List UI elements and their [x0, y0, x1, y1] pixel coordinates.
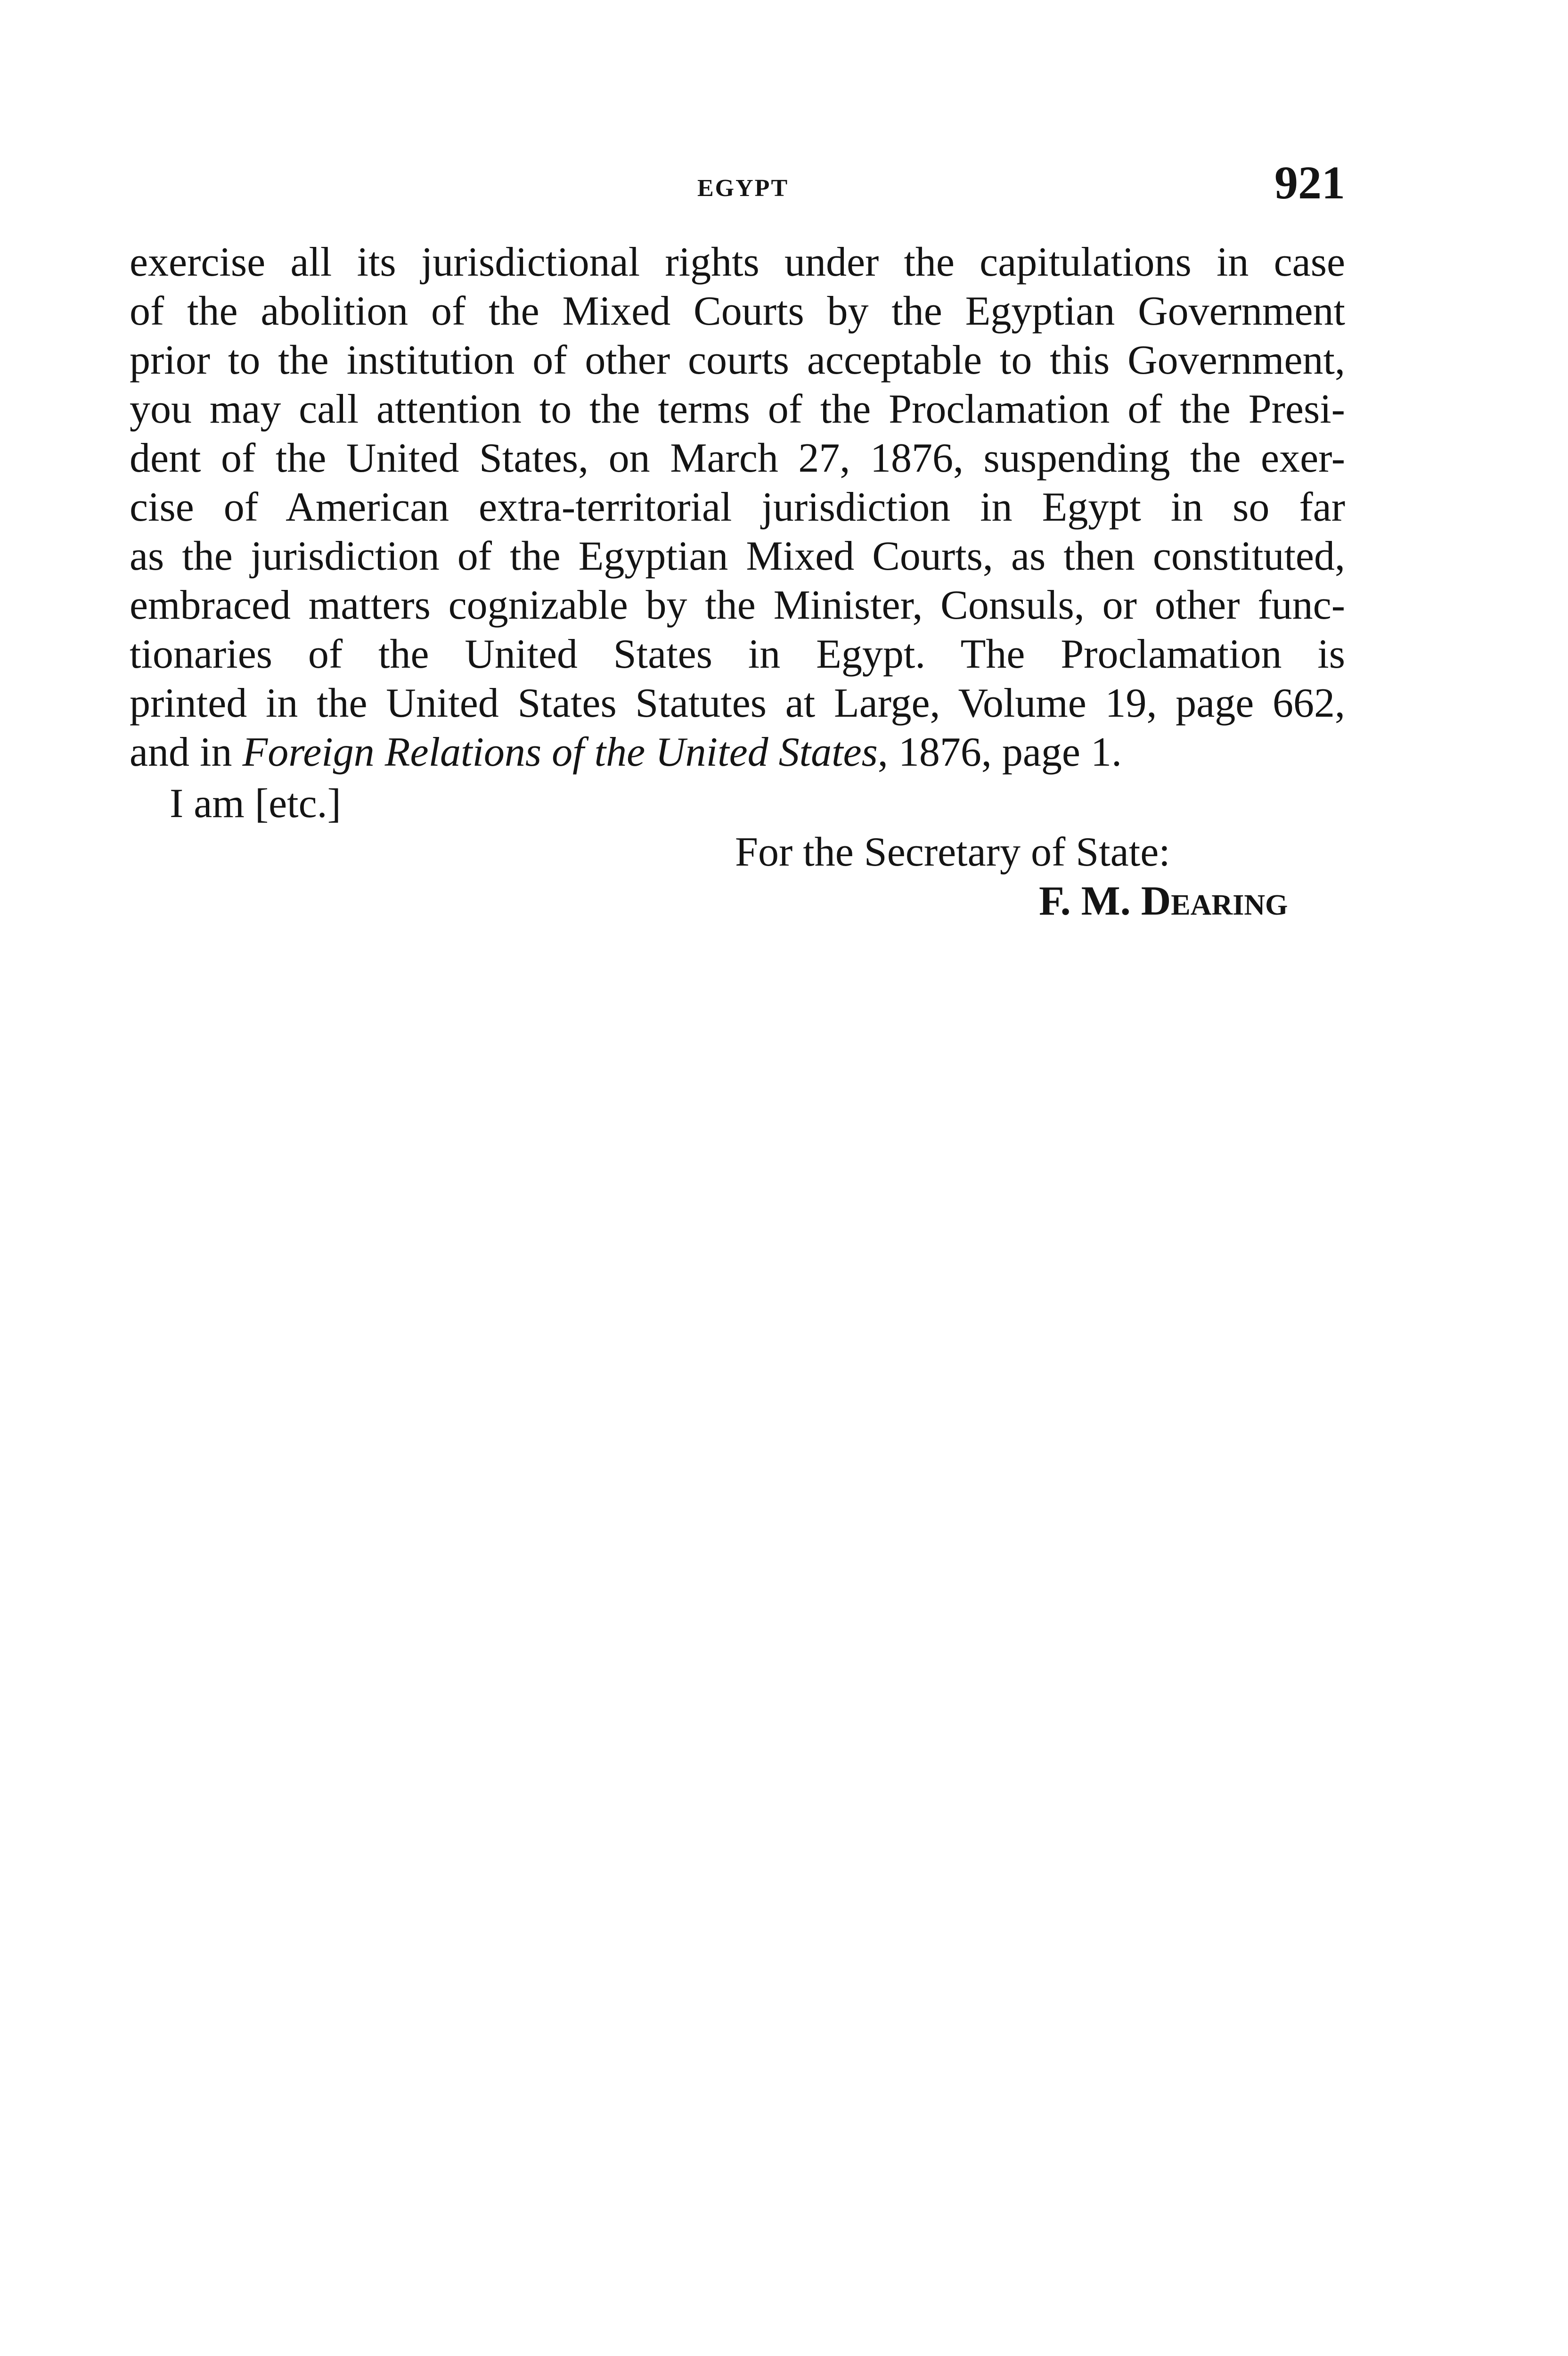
signature-line: For the Secretary of State: — [735, 829, 1170, 875]
body-line: printed in the United States Statutes at Large, Volume 19, page 662, — [130, 680, 1345, 726]
closing-line: I am [etc.] — [170, 781, 341, 826]
body-line: cise of American extra-territorial jurisdiction in Egypt in so far — [130, 484, 1345, 530]
body-line: as the jurisdiction of the Egyptian Mixed Courts, as then constituted, — [130, 533, 1345, 579]
publication-title: Foreign Relations of the United States — [242, 729, 878, 775]
section-title: EGYPT — [697, 175, 789, 202]
page-number: 921 — [1274, 156, 1345, 209]
body-line-last — [130, 728, 1345, 777]
body-line: dent of the United States, on March 27, 1876, suspending the exer- — [130, 435, 1345, 481]
body-line: prior to the institution of other courts acceptable to this Government, — [130, 337, 1345, 383]
body-line: you may call attention to the terms of the Proclamation of the Presi- — [130, 386, 1345, 432]
body-text-fragment: , 1876, page 1. — [877, 729, 1122, 775]
body-line: of the abolition of the Mixed Courts by the Egyptian Government — [130, 288, 1345, 334]
body-line: exercise all its jurisdictional rights under the capitulations in case — [130, 239, 1345, 285]
body-text-fragment: and in — [130, 729, 243, 775]
running-head — [130, 155, 1345, 212]
body-line: tionaries of the United States in Egypt. The Proclamation is — [130, 631, 1345, 677]
signer-name: F. M. Dearing — [1039, 878, 1288, 924]
letter-body — [130, 238, 1345, 777]
body-line: embraced matters cognizable by the Minister, Consuls, or other func- — [130, 582, 1345, 628]
